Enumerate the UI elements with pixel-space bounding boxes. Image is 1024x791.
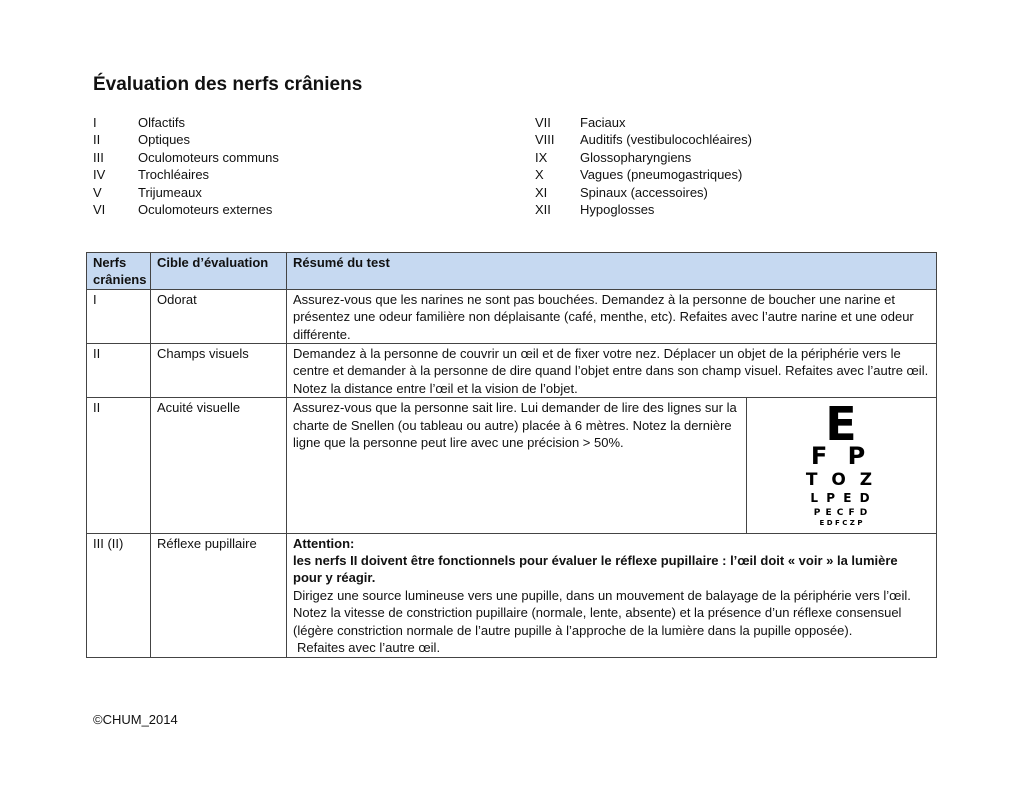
nerve-number: X xyxy=(535,167,544,183)
cell-cible: Réflexe pupillaire xyxy=(151,533,287,657)
nerve-name: Olfactifs xyxy=(138,115,185,130)
table-row xyxy=(87,344,937,398)
nerve-name: Faciaux xyxy=(580,115,626,130)
cell-resume: Assurez-vous que la personne sait lire. Lui demander de lire des lignes sur la charte de Snellen (ou tableau ou autre) placée à 6 mètres. Notez la dernière ligne que la personne peut lire avec une précision > 50%. xyxy=(287,398,747,533)
nerve-item xyxy=(535,114,752,131)
nerve-number: V xyxy=(93,184,102,200)
table-header-row xyxy=(87,253,937,290)
nerve-number: IV xyxy=(93,167,106,183)
nerve-number: XII xyxy=(535,202,551,218)
nerve-name: Hypoglosses xyxy=(580,202,655,218)
nerve-list-left xyxy=(93,114,279,218)
table-row xyxy=(87,533,937,657)
nerve-name: Optiques xyxy=(138,132,191,148)
snellen-chart-cell xyxy=(747,398,937,533)
nerve-name: Trijumeaux xyxy=(138,184,202,200)
nerve-name: Auditifs (vestibulocochléaires) xyxy=(580,132,752,148)
nerve-name: Oculomoteurs externes xyxy=(138,202,273,218)
nerve-item xyxy=(93,114,279,131)
nerve-number: III xyxy=(93,149,104,165)
nerve-item xyxy=(93,149,279,166)
nerve-name: Oculomoteurs communs xyxy=(138,149,279,165)
cranial-nerve-tests-table xyxy=(86,252,937,658)
nerve-number: VII xyxy=(535,115,551,130)
nerve-list-right xyxy=(535,114,752,218)
nerve-number: VI xyxy=(93,202,106,218)
nerve-item xyxy=(93,184,279,201)
nerve-name: Vagues (pneumogastriques) xyxy=(580,167,743,183)
nerve-item xyxy=(93,166,279,183)
table-row xyxy=(87,289,937,343)
cell-nerf: II xyxy=(87,344,151,398)
nerve-item xyxy=(535,131,752,148)
nerve-name: Glossopharyngiens xyxy=(580,149,692,165)
page-title: Évaluation des nerfs crâniens xyxy=(93,74,363,95)
cell-resume xyxy=(287,533,937,657)
nerve-number: VIII xyxy=(535,132,555,148)
table-row xyxy=(87,398,937,533)
nerve-item xyxy=(535,166,752,183)
attention-text: les nerfs II doivent être fonctionnels pour évaluer le réflexe pupillaire : l’œil doit « voir » la lumière pour y réagir. xyxy=(293,553,898,586)
header-cible: Cible d’évaluation xyxy=(151,253,287,290)
resume-text: Dirigez une source lumineuse vers une pupille, dans un mouvement de balayage de la périphérie vers l’œil. Notez la vitesse de constriction pupillaire (normale, lente, absente) et la présence d’un réflexe consensuel (légère constriction normale de l’autre pupille à l’approche de la lumière dans la pupille opposée). xyxy=(293,587,911,638)
nerve-number: I xyxy=(93,115,97,130)
nerve-item xyxy=(535,201,752,218)
cell-cible: Odorat xyxy=(151,289,287,343)
cell-nerf: I xyxy=(87,289,151,343)
cell-resume: Assurez-vous que les narines ne sont pas bouchées. Demandez à la personne de boucher une narine et présentez une odeur familière non déplaisante (café, menthe, etc). Refaites avec l’autre narine et une odeur différente. xyxy=(287,289,937,343)
snellen-line-5: P E C F D xyxy=(813,508,868,519)
snellen-line-3: T O Z xyxy=(805,470,876,491)
cell-nerf: II xyxy=(87,398,151,533)
header-resume: Résumé du test xyxy=(287,253,937,290)
nerve-item xyxy=(535,184,752,201)
cell-nerf: III (II) xyxy=(87,533,151,657)
snellen-chart-image xyxy=(748,398,936,528)
nerve-item xyxy=(93,201,279,218)
nerve-item xyxy=(535,149,752,166)
nerve-item xyxy=(93,131,279,148)
nerve-name: Trochléaires xyxy=(138,167,210,183)
footer-copyright: ©CHUM_2014 xyxy=(93,712,178,727)
snellen-line-4: L P E D xyxy=(809,491,872,506)
cell-cible: Acuité visuelle xyxy=(151,398,287,533)
snellen-line-1: E xyxy=(824,398,857,452)
snellen-line-6: E D F C Z P xyxy=(819,519,862,528)
cell-cible: Champs visuels xyxy=(151,344,287,398)
nerve-name: Spinaux (accessoires) xyxy=(580,184,708,200)
header-nerfs: Nerfs crâniens xyxy=(87,253,151,290)
attention-label: Attention: xyxy=(293,535,355,551)
cell-resume: Demandez à la personne de couvrir un œil et de fixer votre nez. Déplacer un objet de la périphérie vers le centre et demander à la personne de dire quand l’objet entre dans son champ visuel. Refaites avec l’autre œil. Notez la distance entre l’œil et la vision de l’objet. xyxy=(287,344,937,398)
nerve-number: II xyxy=(93,132,101,148)
nerve-number: IX xyxy=(535,149,548,165)
resume-end-text: Refaites avec l’autre œil. xyxy=(297,640,441,656)
nerve-number: XI xyxy=(535,184,548,200)
snellen-line-2: F P xyxy=(810,442,871,471)
